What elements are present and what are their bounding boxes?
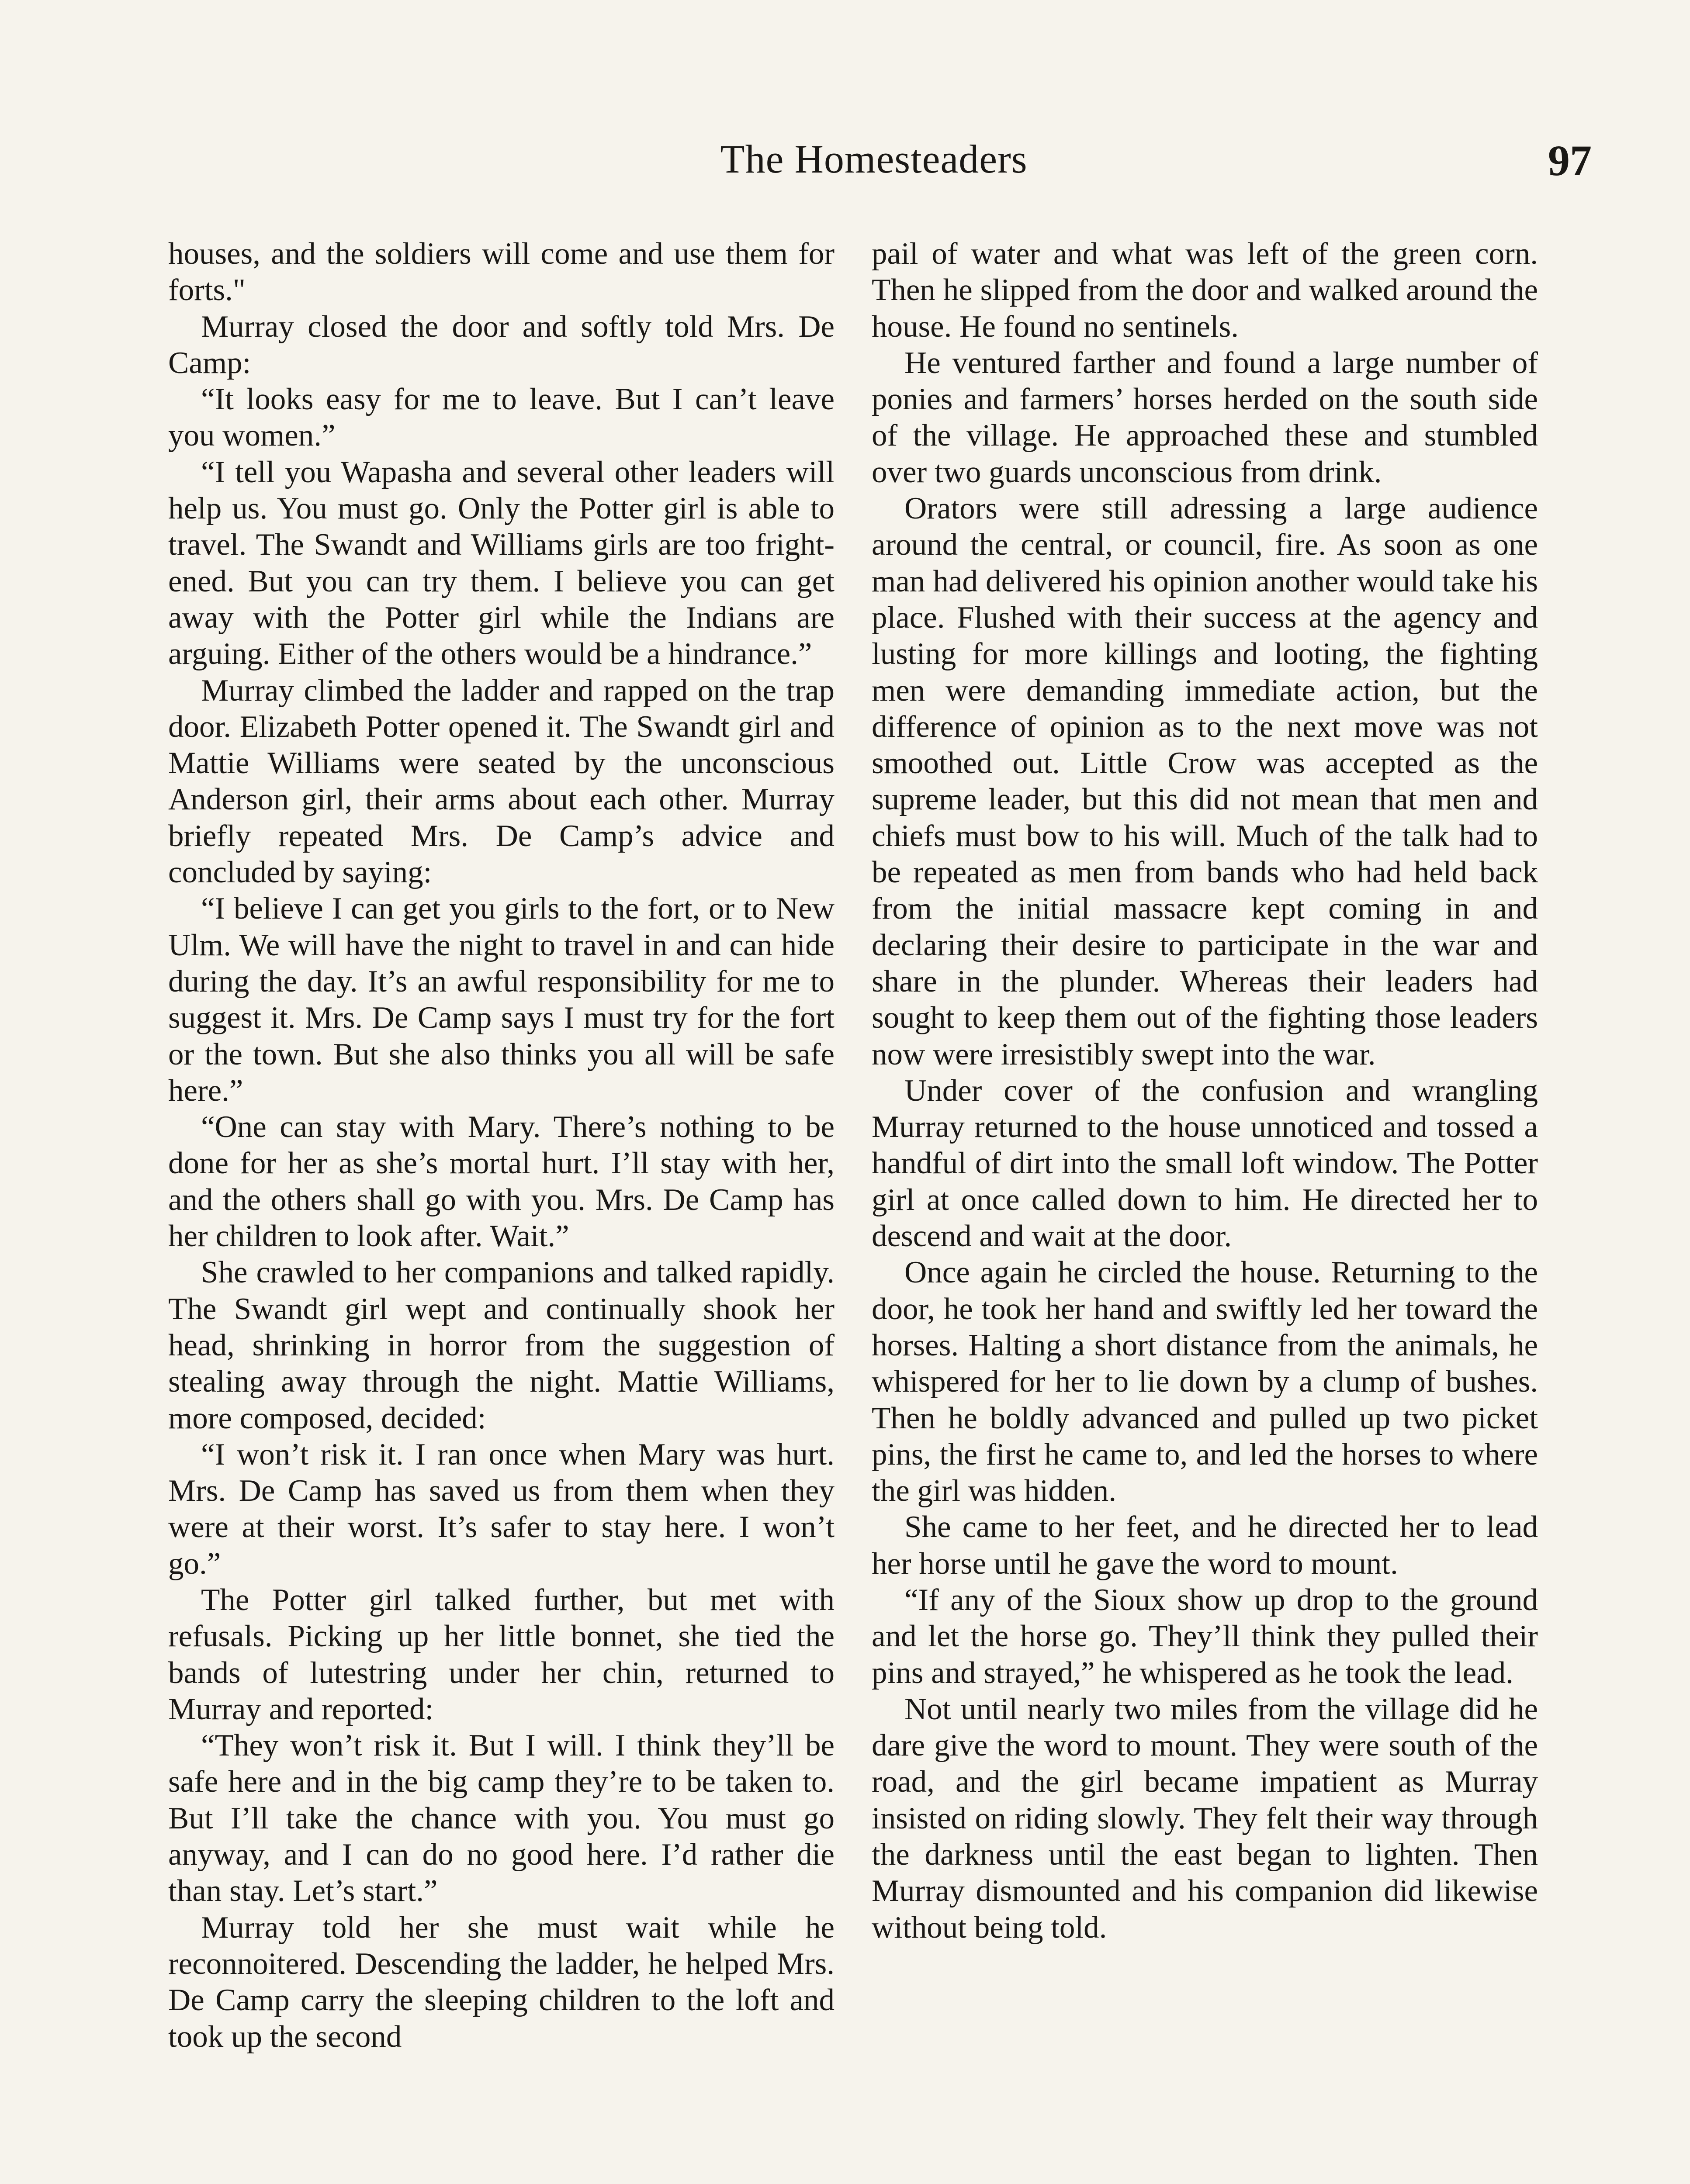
paragraph: Murray told her she must wait while he reconnoitered. Descending the ladder, he helped Mrs. De Camp carry the sleeping children to the loft and took up the second	[168, 1910, 835, 2054]
running-title: The Homesteaders	[720, 137, 1028, 181]
left-column	[168, 236, 835, 2055]
paragraph: Under cover of the confusion and wrangling Murray returned to the house unnoticed and tossed a handful of dirt into the small loft window. The Potter girl at once called down to him. He directed her to descend and wait at the door.	[872, 1073, 1538, 1254]
paragraph: “If any of the Sioux show up drop to the ground and let the horse go. They’ll think they pulled their pins and strayed,” he whispered as he took the lead.	[872, 1583, 1538, 1690]
paragraph: pail of water and what was left of the green corn. Then he slipped from the door and walked around the house. He found no sentinels.	[872, 237, 1538, 344]
paragraph: Once again he circled the house. Returning to the door, he took her hand and swiftly led her toward the horses. Halting a short distance from the animals, he whispered for her to lie down by a clump of bushes. Then he boldly advanced and pulled up two picket pins, the first he came to, and led the horses to where the girl was hidden.	[872, 1255, 1538, 1508]
paragraph: “One can stay with Mary. There’s nothing to be done for her as she’s mortal hurt. I’ll stay with her, and the others shall go with you. Mrs. De Camp has her children to look after. Wait.”	[168, 1110, 835, 1254]
paragraph: She crawled to her companions and talked rapidly. The Swandt girl wept and continually shook her head, shrinking in horror from the suggestion of stealing away through the night. Mattie Williams, more composed, decided:	[168, 1255, 835, 1435]
paragraph: “It looks easy for me to leave. But I can’t leave you women.”	[168, 382, 835, 453]
paragraph: The Potter girl talked further, but met with refusals. Picking up her little bonnet, she tied the bands of lutestring under her chin, returned to Murray and reported:	[168, 1583, 835, 1726]
right-column	[872, 236, 1538, 1946]
paragraph: “They won’t risk it. But I will. I think they’ll be safe here and in the big camp they’re to be taken to. But I’ll take the chance with you. You must go anyway, and I can do no good here. I’d rather die than stay. Let’s start.”	[168, 1728, 835, 1908]
paragraph: “I won’t risk it. I ran once when Mary was hurt. Mrs. De Camp has saved us from them when they were at their worst. It’s safer to stay here. I won’t go.”	[168, 1437, 835, 1581]
paragraph: Orators were still adressing a large audience around the central, or council, fire. As soon as one man had delivered his opinion another would take his place. Flushed with their success at the agency and lusting for more killings and looting, the fighting men were demanding immediate action, but the difference of opinion as to the next move was not smoothed out. Little Crow was accepted as the supreme leader, but this did not mean that men and chiefs must bow to his will. Much of the talk had to be repeated as men from bands who had held back from the initial massacre kept coming in and declaring their desire to participate in the war and share in the plunder. Whereas their leaders had sought to keep them out of the fighting those leaders now were irresistibly swept into the war.	[872, 491, 1538, 1071]
paragraph: Murray climbed the ladder and rapped on the trap door. Elizabeth Potter opened it. The Swandt girl and Mattie Williams were seated by the unconscious Anderson girl, their arms about each other. Murray briefly repeated Mrs. De Camp’s advice and concluded by saying:	[168, 673, 835, 890]
paragraph: He ventured farther and found a large number of ponies and farmers’ horses herded on the south side of the village. He approached these and stumbled over two guards unconscious from drink.	[872, 346, 1538, 489]
paragraph: She came to her feet, and he directed her to lead her horse until he gave the word to mount.	[872, 1510, 1538, 1581]
paragraph: Not until nearly two miles from the village did he dare give the word to mount. They were south of the road, and the girl became impatient as Murray insisted on riding slowly. They felt their way through the darkness until the east began to lighten. Then Murray dismounted and his companion did likewise without being told.	[872, 1692, 1538, 1945]
paragraph: houses, and the soldiers will come and use them for forts."	[168, 237, 835, 308]
paragraph: Murray closed the door and softly told Mrs. De Camp:	[168, 309, 835, 380]
paragraph: “I believe I can get you girls to the fort, or to New Ulm. We will have the night to travel in and can hide during the day. It’s an awful responsibility for me to suggest it. Mrs. De Camp says I must try for the fort or the town. But she also thinks you all will be safe here.”	[168, 892, 835, 1108]
paragraph: “I tell you Wapasha and several other leaders will help us. You must go. Only the Potter girl is able to travel. The Swandt and Williams girls are too frightened. But you can try them. I believe you can get away with the Potter girl while the Indians are arguing. Either of the others would be a hindrance.”	[168, 455, 835, 671]
page-number: 97	[1548, 136, 1592, 185]
